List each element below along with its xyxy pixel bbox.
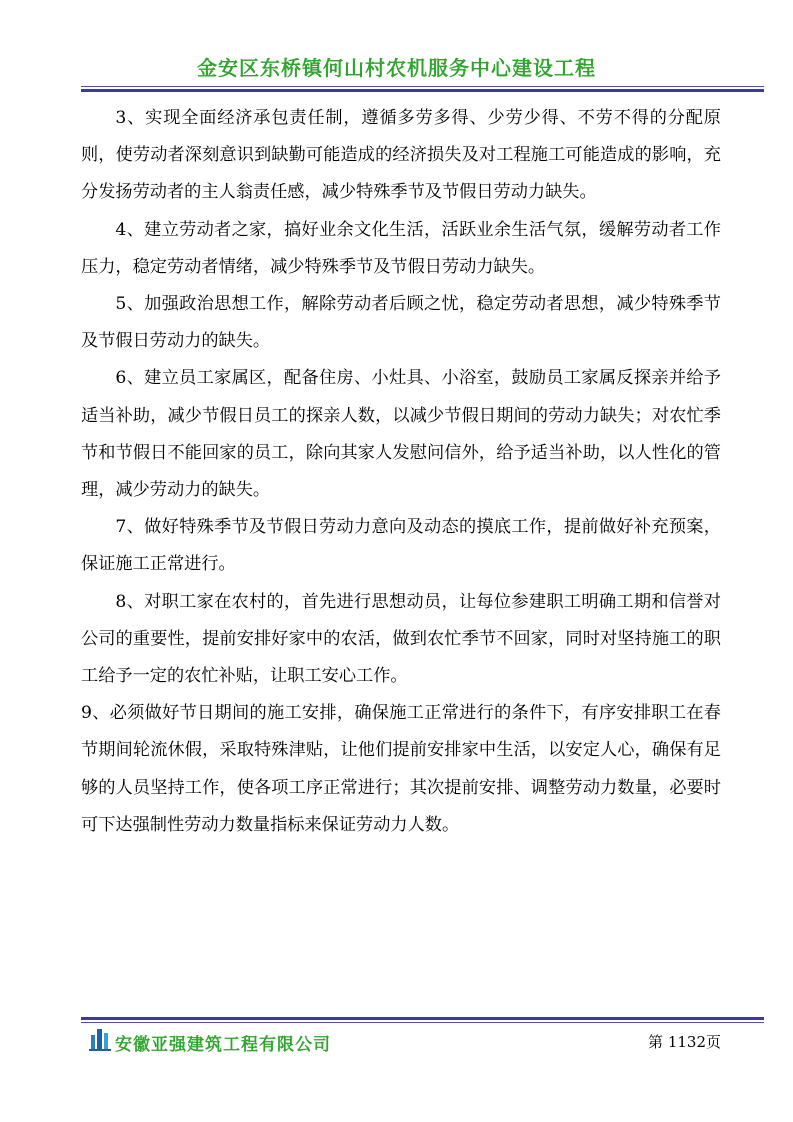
page-footer xyxy=(81,1027,721,1057)
paragraph-6: 6、建立员工家属区，配备住房、小灶具、小浴室，鼓励员工家属反探亲并给予适当补助，减少节假日员工的探亲人数，以减少节假日期间的劳动力缺失；对农忙季节和节假日不能回家的员工，除向其家人发慰问信外，给予适当补助，以人性化的管理，减少劳动力的缺失。 xyxy=(81,368,721,501)
paragraph-7: 7、做好特殊季节及节假日劳动力意向及动态的摸底工作，提前做好补充预案，保证施工正常进行。 xyxy=(81,517,721,575)
document-body xyxy=(81,100,721,844)
paragraph-8: 8、对职工家在农村的，首先进行思想动员，让每位参建职工明确工期和信誉对公司的重要性，提前安排好家中的农活，做到农忙季节不回家，同时对坚持施工的职工给予一定的农忙补贴，让职工安心工作。 xyxy=(81,591,721,687)
paragraph-4: 4、建立劳动者之家，搞好业余文化生活，活跃业余生活气氛，缓解劳动者工作压力，稳定劳动者情绪，减少特殊季节及节假日劳动力缺失。 xyxy=(81,219,721,277)
page-number: 第 1132页 xyxy=(648,1033,721,1051)
page-header-title: 金安区东桥镇何山村农机服务中心建设工程 xyxy=(197,56,596,80)
paragraph-3: 3、实现全面经济承包责任制，遵循多劳多得、少劳少得、不劳不得的分配原则，使劳动者深刻意识到缺勤可能造成的经济损失及对工程施工可能造成的影响，充分发扬劳动者的主人翁责任感，减少特殊季节及节假日劳动力缺失。 xyxy=(81,108,721,203)
footer-rule-thin xyxy=(81,1022,764,1023)
paragraph-9: 9、必须做好节日期间的施工安排，确保施工正常进行的条件下，有序安排职工在春节期间轮流休假，采取特殊津贴，让他们提前安排家中生活，以安定人心，确保有足够的人员坚持工作，使各项工序正常进行；其次提前安排、调整劳动力数量，必要时可下达强制性劳动力数量指标来保证劳动力人数。 xyxy=(81,703,721,835)
paragraph-5: 5、加强政治思想工作，解除劳动者后顾之忧，稳定劳动者思想，减少特殊季节及节假日劳动力的缺失。 xyxy=(81,294,721,352)
header-rule-thin xyxy=(81,86,764,87)
company-name: 安徽亚强建筑工程有限公司 xyxy=(115,1035,331,1055)
footer-rule-thick xyxy=(81,1017,764,1020)
header-rule-thick xyxy=(81,89,764,92)
building-logo-icon xyxy=(89,1027,111,1051)
